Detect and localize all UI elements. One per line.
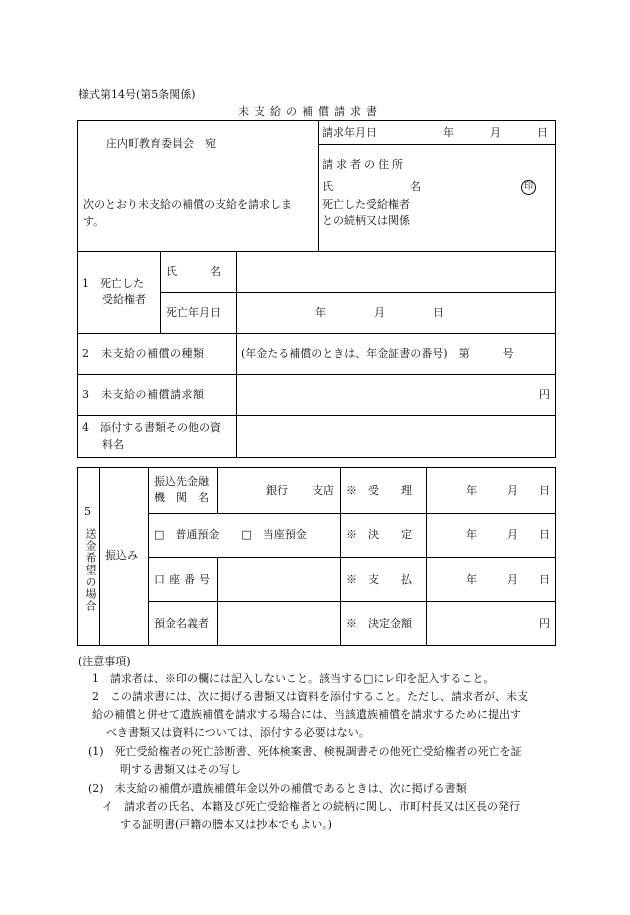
notes-heading: (注意事項) <box>78 655 131 668</box>
seal-icon: 印 <box>521 180 536 195</box>
death-date-day: 日 <box>433 306 444 319</box>
row4-label-line1: 4 添付する書類その他の資 <box>82 421 221 434</box>
death-date-month: 月 <box>374 306 385 319</box>
decision-year: 年 <box>466 528 477 541</box>
request-date-label: 請求年月日 <box>322 126 377 139</box>
account-type-checkboxes[interactable]: □ 普通預金 □ 当座預金 <box>154 528 307 541</box>
note-2-sub1-line1: (1) 死亡受給権者の死亡診断書、死体検案書、検視調書その他死亡受給権者の死亡を証 <box>88 745 522 758</box>
payment-month: 月 <box>507 573 518 586</box>
death-date-year: 年 <box>315 306 326 319</box>
receipt-month: 月 <box>507 484 518 497</box>
request-date-day: 日 <box>537 126 548 139</box>
form-number: 様式第14号(第5条関係) <box>78 88 196 101</box>
row1-label-line2: 受給権者 <box>102 293 146 306</box>
bank-label-line2: 機 関 名 <box>154 491 209 504</box>
row1-label-line1: 1 死亡した <box>82 277 144 290</box>
account-holder-label: 預金名義者 <box>154 617 209 630</box>
name-label-part1: 氏 <box>322 180 333 193</box>
account-number-label: 口座番号 <box>154 573 214 586</box>
note-2-line3: べき書類又は資料については、添付する必要はない。 <box>106 726 370 739</box>
form-title: 未支給の補償請求書 <box>238 105 382 118</box>
receipt-year: 年 <box>466 484 477 497</box>
row4-label-line2: 料名 <box>102 438 124 451</box>
payment-year: 年 <box>466 573 477 586</box>
note-2-line1: 2 この請求書には、次に掲げる書類又は資料を添付すること。ただし、請求者が、未支 <box>92 690 528 703</box>
name-label-part2: 名 <box>410 180 421 193</box>
branch-name-suffix: 支店 <box>312 484 334 497</box>
transfer-method: 振込み <box>105 549 138 562</box>
row2-value: (年金たる補償のときは、年金証書の番号) 第 号 <box>241 347 514 360</box>
relation-label-line2: との続柄又は関係 <box>322 214 410 227</box>
office-receipt-label: ※ 受 理 <box>346 484 412 497</box>
deceased-name-label: 氏 名 <box>166 265 221 278</box>
office-decision-label: ※ 決 定 <box>346 528 412 541</box>
intro-text: 次のとおり未支給の補償の支給を請求します。 <box>83 198 292 229</box>
row2-label: 2 未支給の補償の種類 <box>82 347 205 360</box>
payment-day: 日 <box>539 573 550 586</box>
note-2-sub2-i-line2: する証明書(戸籍の謄本又は抄本でもよい。) <box>120 818 333 831</box>
receipt-day: 日 <box>539 484 550 497</box>
addressee: 庄内町教育委員会 宛 <box>106 137 216 150</box>
decision-day: 日 <box>539 528 550 541</box>
office-payment-label: ※ 支 払 <box>346 573 412 586</box>
note-2-sub2-line1: (2) 未支給の補償が遺族補償年金以外の補償であるときは、次に掲げる書類 <box>88 782 467 795</box>
section-number: 5 <box>84 505 91 518</box>
section-label: 送金希望の場合 <box>84 528 97 612</box>
note-1: 1 請求者は、※印の欄には記入しないこと。該当する□にレ印を記入すること。 <box>92 672 495 685</box>
address-label: 請求者の住所 <box>322 158 406 171</box>
request-date-month: 月 <box>490 126 501 139</box>
bank-label-line1: 振込先金融 <box>154 475 209 488</box>
note-2-line2: 給の補償と併せて遺族補償を請求する場合には、当該遺族補償を請求するために提出す <box>92 708 521 721</box>
request-date-year: 年 <box>443 126 454 139</box>
death-date-label: 死亡年月日 <box>166 306 221 319</box>
decision-month: 月 <box>507 528 518 541</box>
bank-name-suffix: 銀行 <box>266 484 288 497</box>
note-2-sub1-line2: 明する書類又はその写し <box>120 763 241 776</box>
row3-yen: 円 <box>539 388 550 401</box>
relation-label-line1: 死亡した受給権者 <box>322 198 410 211</box>
office-amount-label: ※ 決定金額 <box>346 617 412 630</box>
amount-yen: 円 <box>539 617 550 630</box>
note-2-sub2-i-line1: イ 請求者の氏名、本籍及び死亡受給権者との続柄に関し、市町村長又は区長の発行 <box>102 800 520 813</box>
row3-label: 3 未支給の補償請求額 <box>82 388 205 401</box>
